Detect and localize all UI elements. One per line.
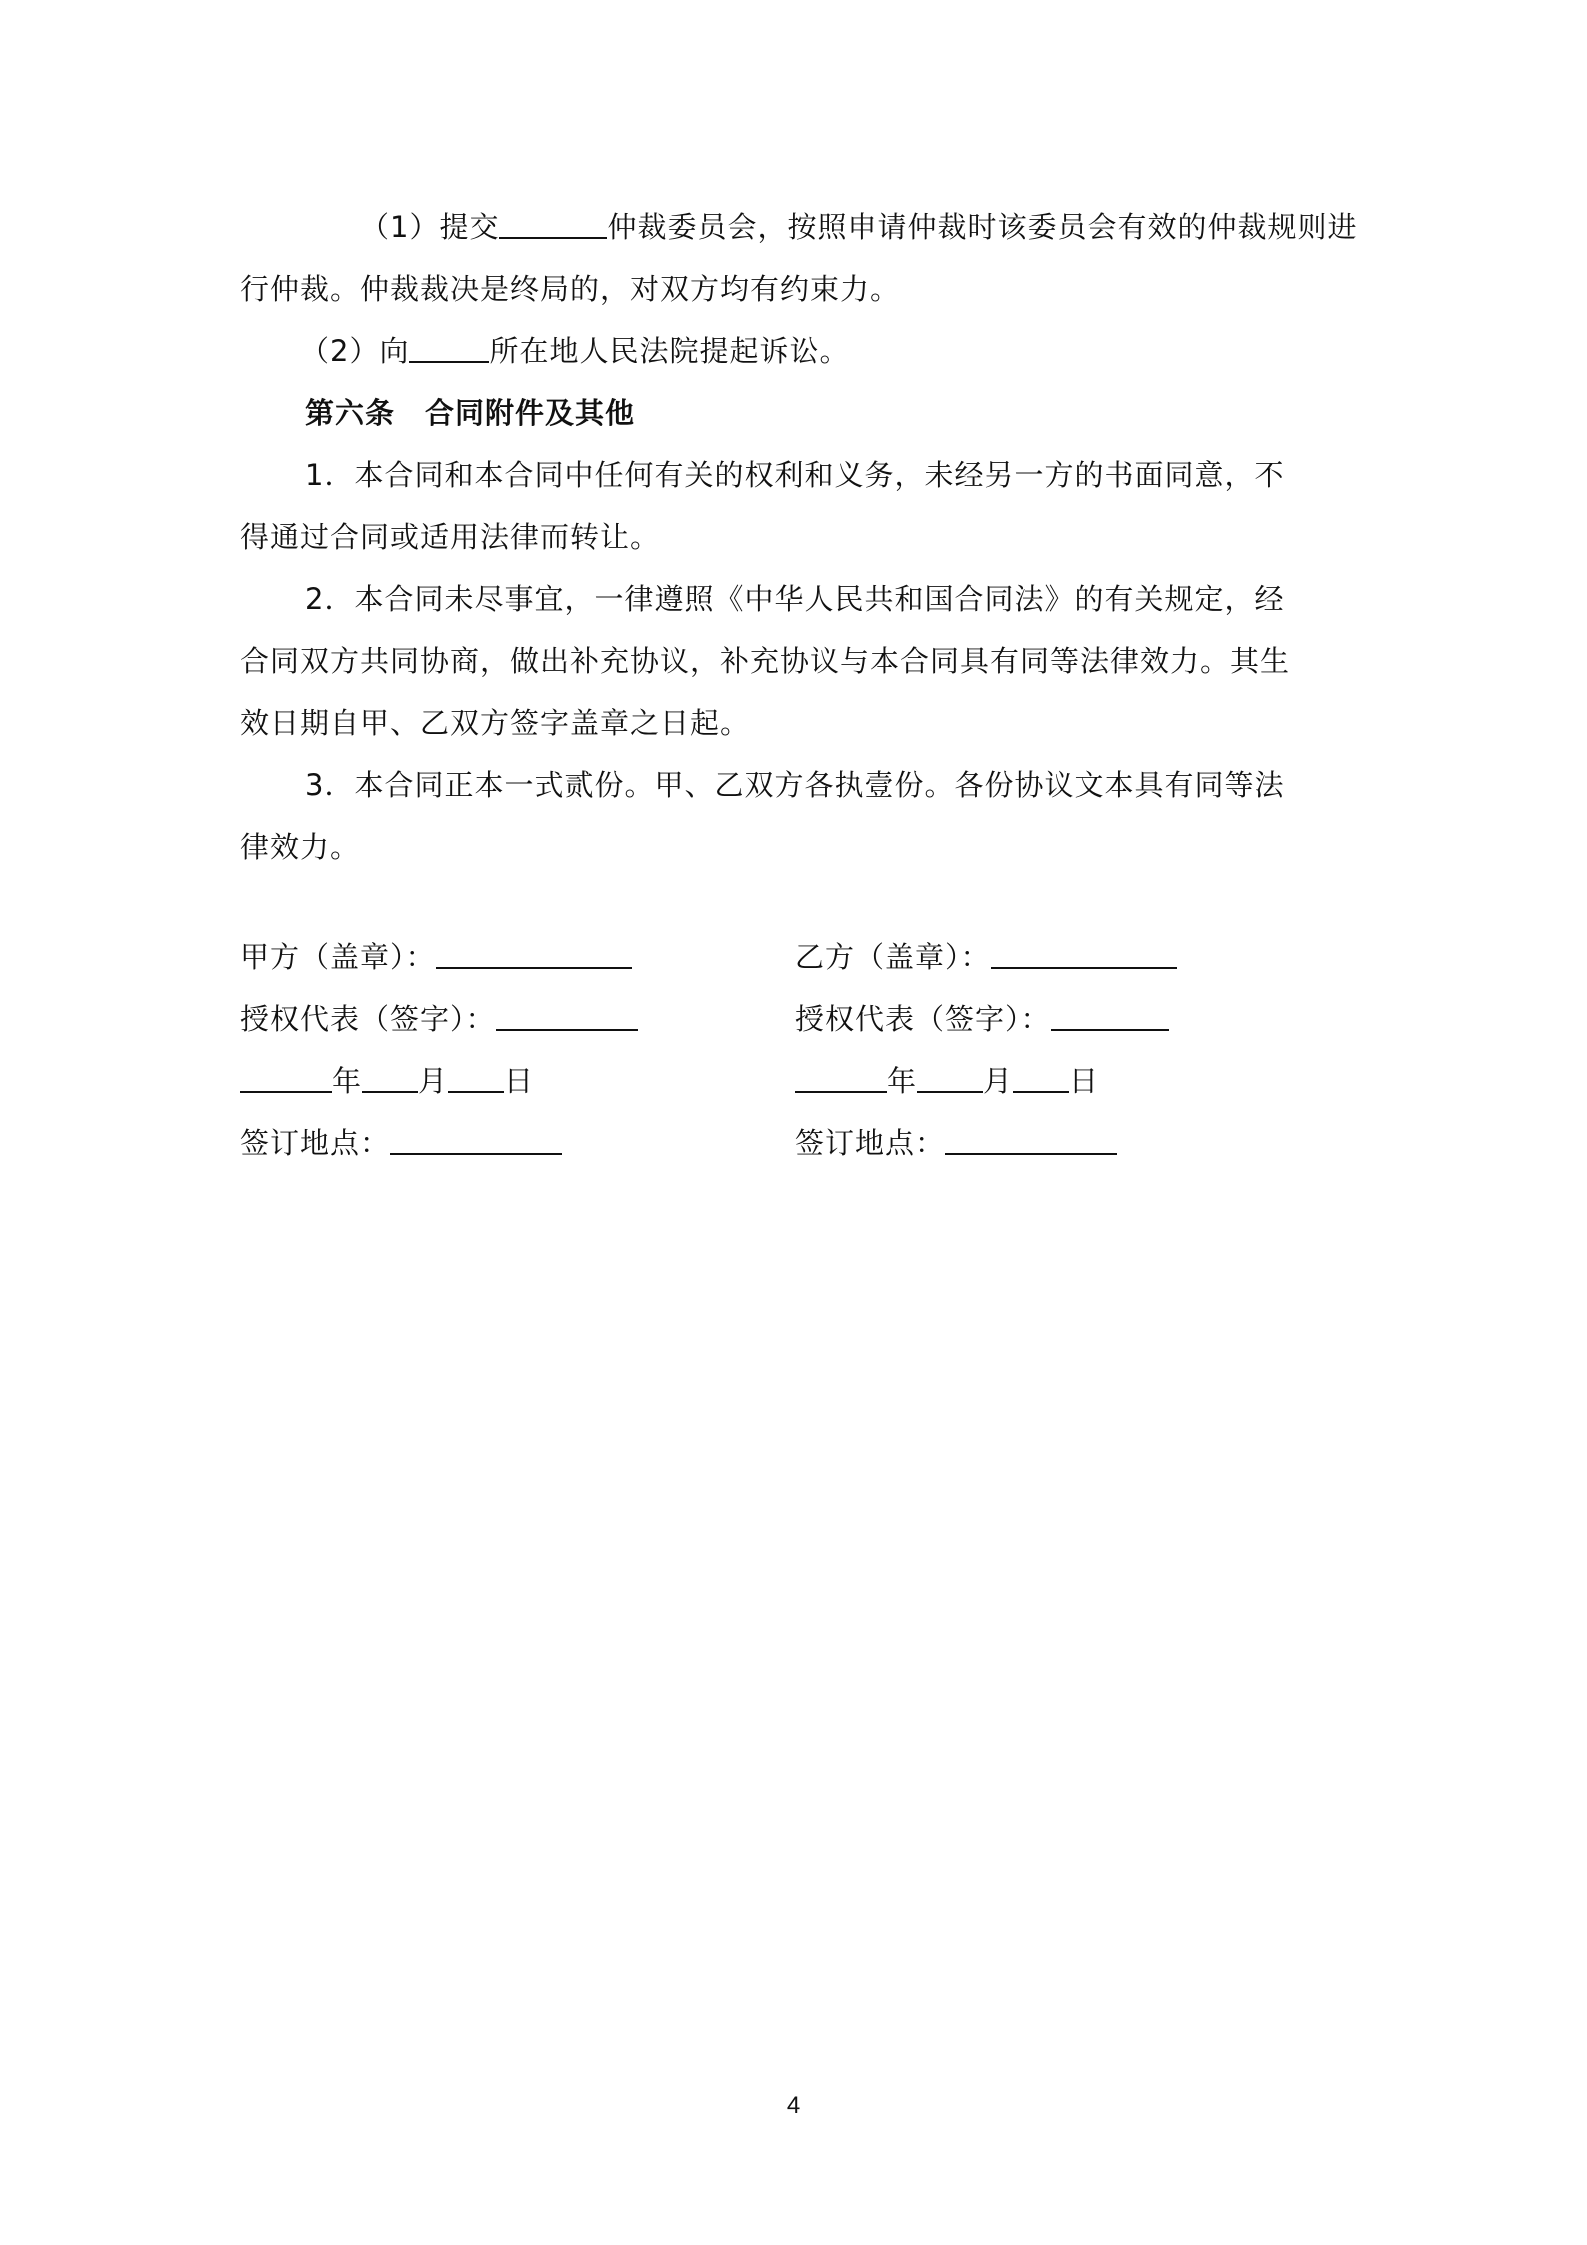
party-b-day-label: 日 [1069,1064,1100,1098]
party-a-year-blank [240,1061,332,1093]
article6-p2-line3: 效日期自甲、乙双方签字盖章之日起。 [240,706,751,740]
party-b-seal-blank [991,937,1177,969]
party-b-year-blank [795,1061,887,1093]
party-a-seal-label: 甲方（盖章）： [240,940,436,974]
article6-p3-line2: 律效力。 [240,830,361,864]
party-b-month-blank [917,1061,983,1093]
party-a-seal-row [240,937,632,977]
party-b-year-label: 年 [887,1064,918,1098]
party-b-month-label: 月 [983,1064,1014,1098]
arbitration-item-line2: 行仲裁。仲裁裁决是终局的，对双方均有约束力。 [240,272,901,306]
party-a-date-row [240,1061,534,1101]
article6-p2-line2: 合同双方共同协商，做出补充协议，补充协议与本合同具有同等法律效力。其生 [240,644,1291,678]
party-a-rep-label: 授权代表（签字）： [240,1002,496,1036]
arbitration-item-prefix: （1）提交 [360,210,500,244]
party-b-rep-blank [1051,999,1169,1031]
party-b-day-blank [1013,1061,1069,1093]
party-b-rep-row [795,999,1169,1039]
party-a-month-blank [362,1061,418,1093]
article6-heading: 第六条 合同附件及其他 [305,396,636,430]
litigation-item [240,320,1350,382]
litigation-item-prefix: （2）向 [300,334,410,368]
party-b-date-row [795,1061,1099,1101]
party-a-place-blank [390,1123,562,1155]
party-a-place-row [240,1123,562,1163]
party-b-place-label: 签订地点： [795,1126,946,1160]
party-a-rep-row [240,999,638,1039]
party-b-place-row [795,1123,1117,1163]
party-a-place-label: 签订地点： [240,1126,391,1160]
page-number: 4 [786,2092,801,2119]
party-b-rep-label: 授权代表（签字）： [795,1002,1051,1036]
article6-p2-line1: 2．本合同未尽事宜，一律遵照《中华人民共和国合同法》的有关规定，经 [305,582,1285,616]
arbitration-item-suffix: 仲裁委员会，按照申请仲裁时该委员会有效的仲裁规则进 [607,210,1358,244]
party-a-year-label: 年 [332,1064,363,1098]
litigation-item-suffix: 所在地人民法院提起诉讼。 [489,334,850,368]
party-b-seal-row [795,937,1177,977]
court-location-blank [409,331,489,363]
party-b-place-blank [945,1123,1117,1155]
article6-p1-line2: 得通过合同或适用法律而转让。 [240,520,661,554]
arbitration-item-line1 [240,196,1358,258]
party-a-seal-blank [436,937,632,969]
party-a-day-label: 日 [504,1064,535,1098]
party-a-month-label: 月 [418,1064,449,1098]
article6-p1-line1: 1．本合同和本合同中任何有关的权利和义务，未经另一方的书面同意，不 [305,458,1285,492]
party-b-seal-label: 乙方（盖章）： [795,940,991,974]
party-a-rep-blank [496,999,638,1031]
article6-p3-line1: 3．本合同正本一式贰份。甲、乙双方各执壹份。各份协议文本具有同等法 [305,768,1285,802]
party-a-day-blank [448,1061,504,1093]
arbitration-committee-blank [499,207,607,239]
